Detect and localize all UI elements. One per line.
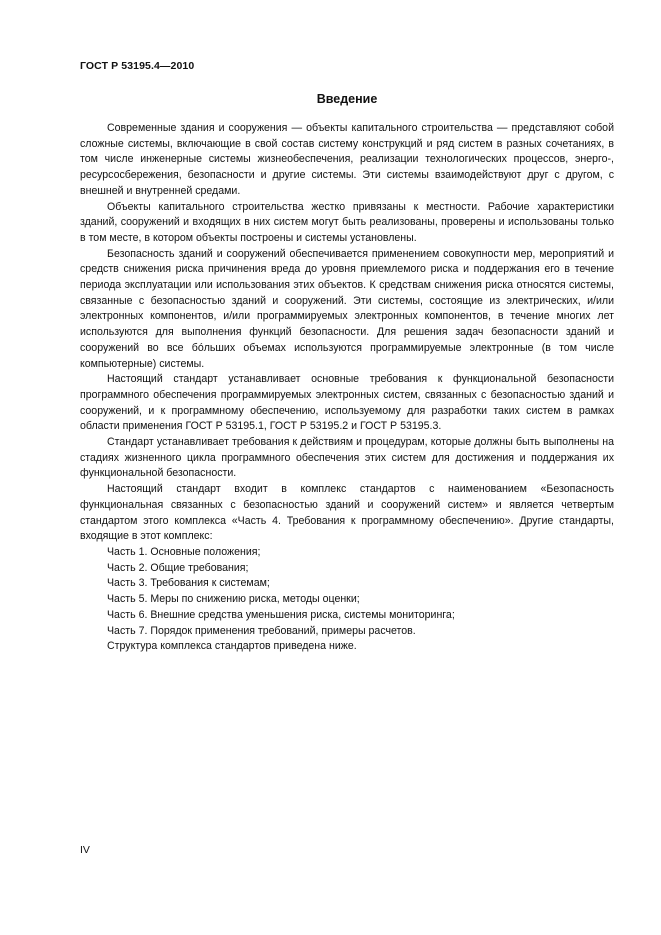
paragraph: Настоящий стандарт устанавливает основные требования к функциональной безопасности программного обеспечения программируемых электронных систем, связанных с безопасностью зданий и сооружений, и к программному обеспечению, используемому для разработки таких систем в рамках области применения ГОСТ Р 53195.1, ГОСТ Р 53195.2 и ГОСТ Р 53195.3. xyxy=(80,373,614,433)
closing-sentence: Структура комплекса стандартов приведена ниже. xyxy=(107,640,357,653)
section-title: Введение xyxy=(316,92,378,106)
list-item: Часть 6. Внешние средства уменьшения риска, системы мониторинга; xyxy=(107,608,455,621)
paragraph: Объекты капитального строительства жестко привязаны к местности. Рабочие характеристики зданий, сооружений и входящих в них систем могут быть реализованы, проверены и использованы только в том месте, в котором объекты построены и системы установлены. xyxy=(80,200,614,244)
paragraph: Безопасность зданий и сооружений обеспечивается применением совокупности мер, мероприятий и средств снижения риска причинения вреда до уровня приемлемого риска и поддержания его в течение периода эксплуатации или использования этих объектов. К средствам снижения риска относятся системы, связанные с безопасностью зданий и сооружений. Эти системы, состоящие из электрических, и/или электронных компонентов, и/или программируемых электронных компонентов, в течение многих лет используются для выполнения функций безопасности. Для решения задач безопасности зданий и сооружений во все бо́льших объемах используются программируемые электронные (в том числе компьютерные) системы. xyxy=(80,247,614,370)
list-item: Часть 1. Основные положения; xyxy=(107,545,261,558)
paragraph: Настоящий стандарт входит в комплекс стандартов с наименованием «Безопасность функциональная связанных с безопасностью зданий и сооружений систем» и является четвертым стандартом этого комплекса «Часть 4. Требования к программному обеспечению». Другие стандарты, входящие в этот комплекс: xyxy=(80,483,614,543)
list-item: Часть 7. Порядок применения требований, примеры расчетов. xyxy=(107,624,416,637)
list-item: Часть 3. Требования к системам; xyxy=(107,577,270,590)
document-body xyxy=(80,121,614,655)
paragraph: Современные здания и сооружения — объекты капитального строительства — представляют собой сложные системы, включающие в свой состав систему конструкций и ряд систем в разных сочетаниях, в том числе инженерные системы жизнеобеспечения, реализации технологических процессов, энерго-, ресурсосбережения, безопасности и другие системы. Эти системы взаимодействуют друг с другом, с внешней и внутренней средами. xyxy=(80,122,614,197)
paragraph: Стандарт устанавливает требования к действиям и процедурам, которые должны быть выполнены на стадиях жизненного цикла программного обеспечения этих систем для достижения и поддержания их функциональной безопасности. xyxy=(80,436,614,480)
document-header: ГОСТ Р 53195.4—2010 xyxy=(80,60,195,72)
list-item: Часть 2. Общие требования; xyxy=(107,561,249,574)
page-number: IV xyxy=(80,844,90,856)
parts-list xyxy=(80,545,614,639)
list-item: Часть 5. Меры по снижению риска, методы оценки; xyxy=(107,593,360,606)
